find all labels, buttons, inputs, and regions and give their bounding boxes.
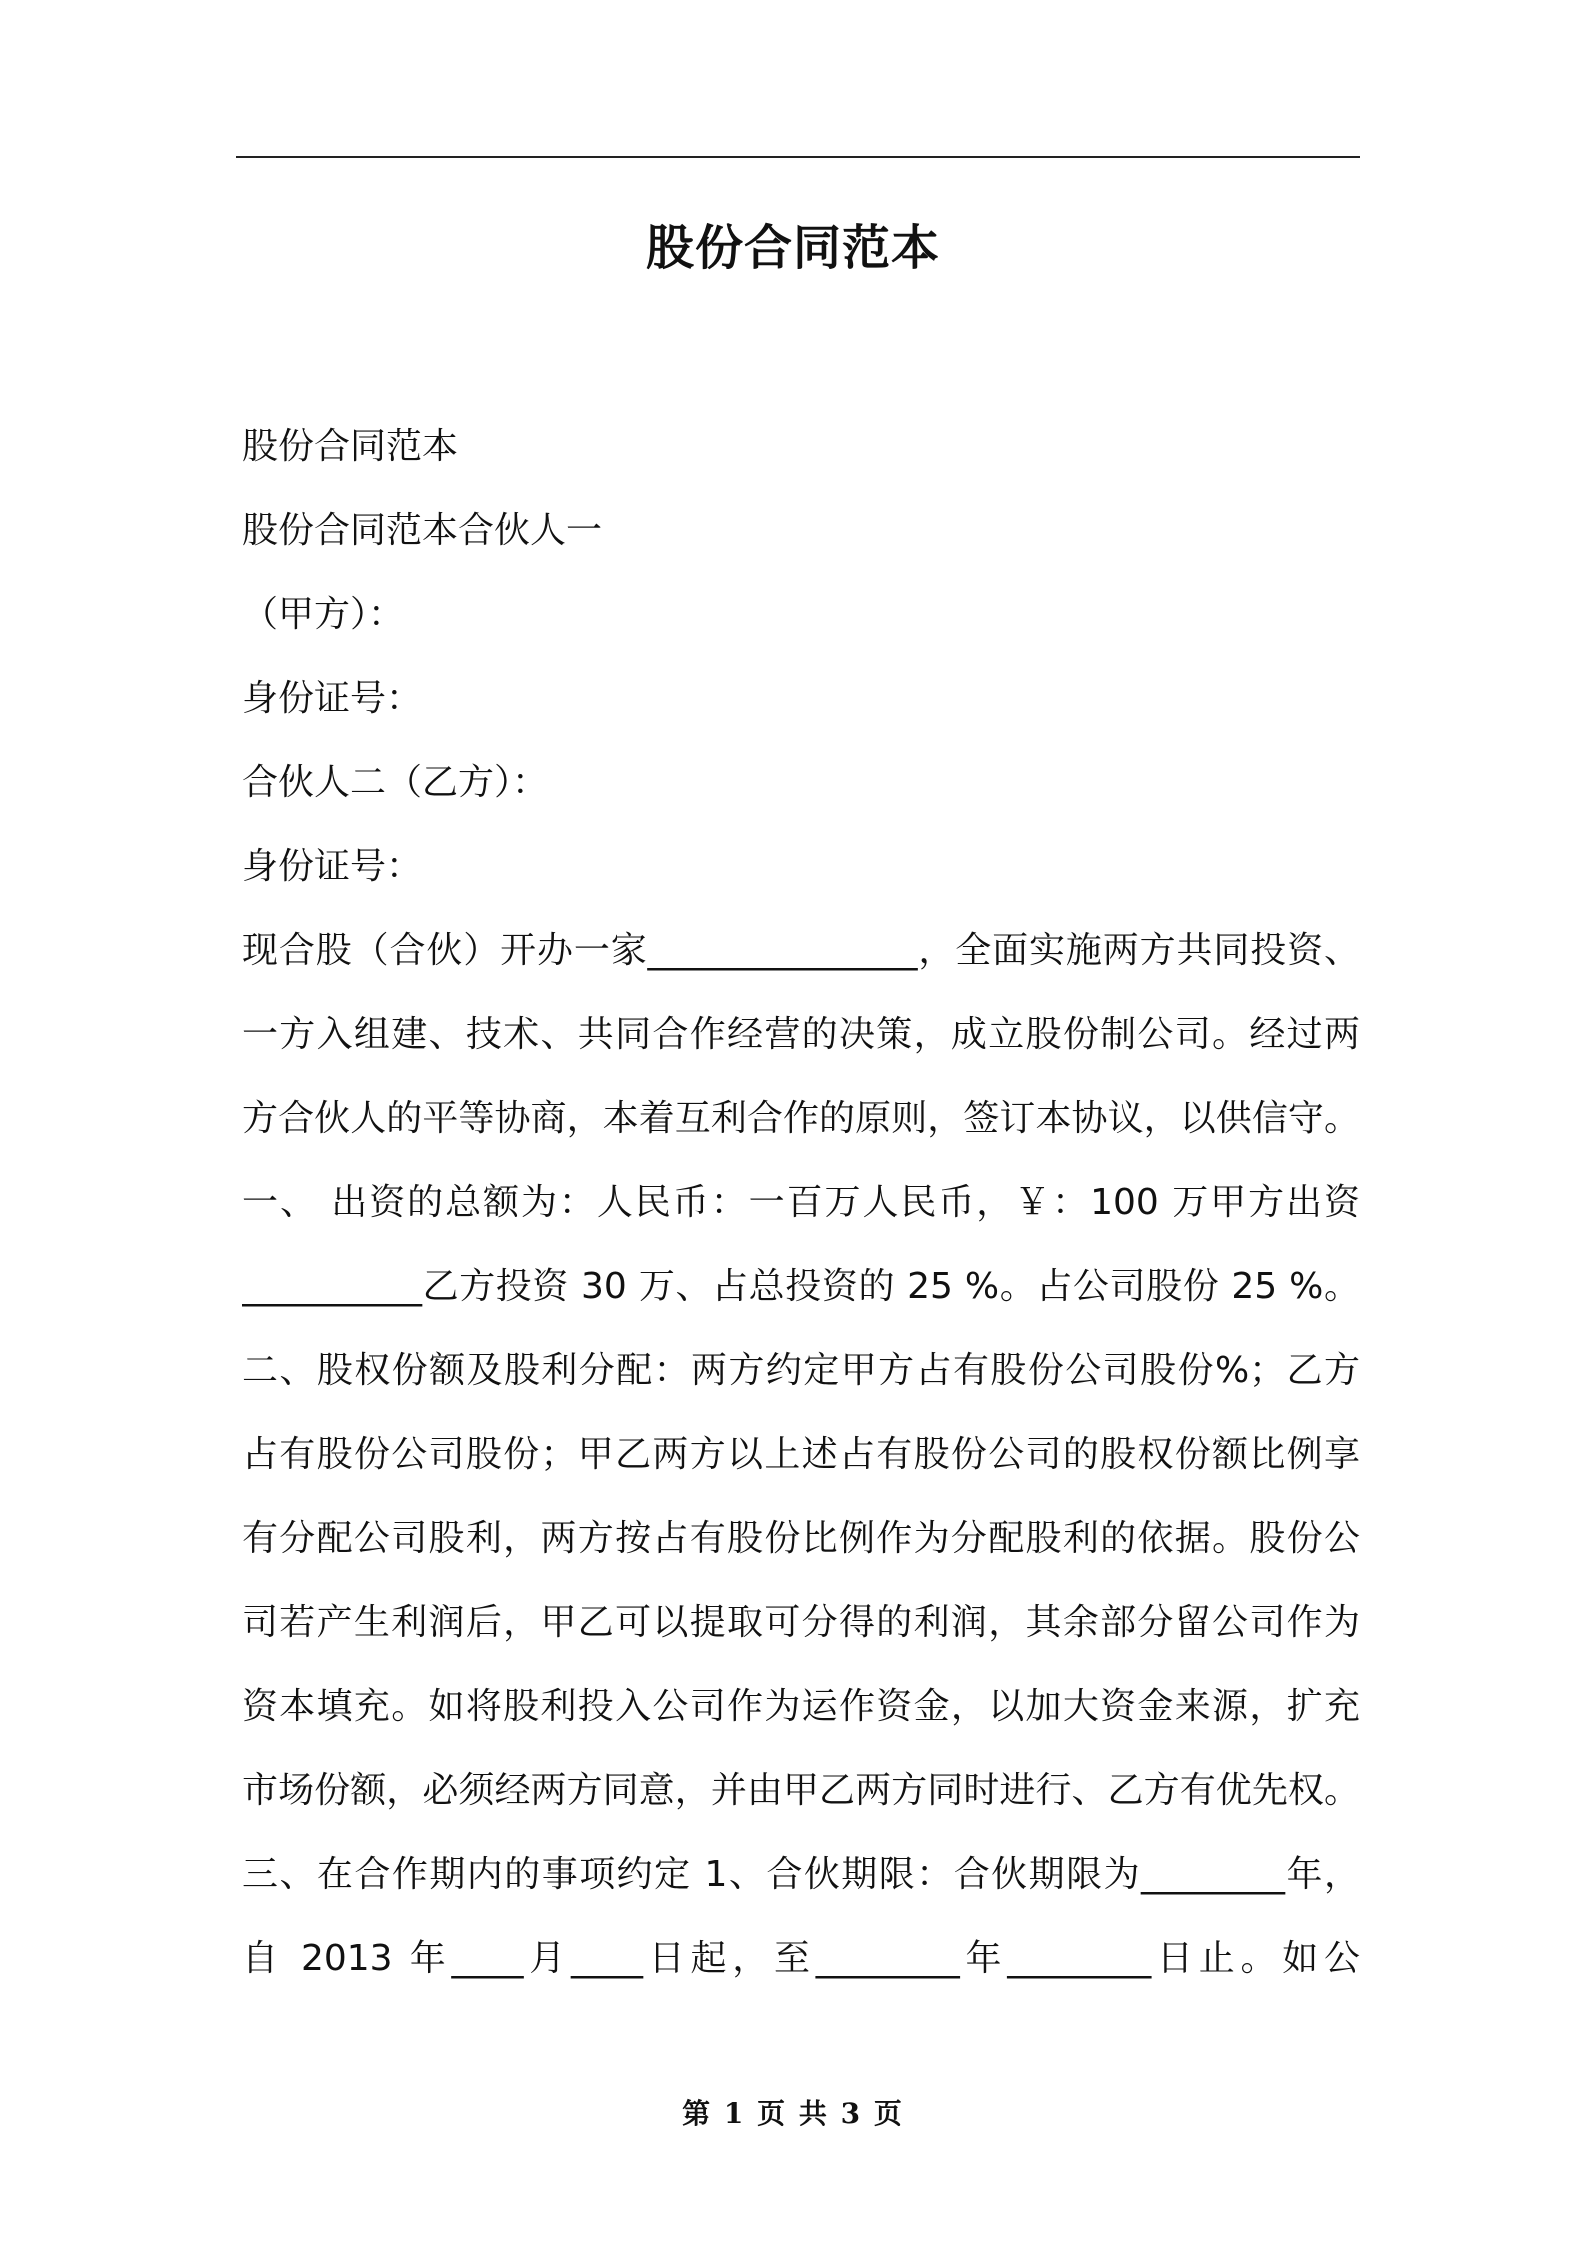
header-rule — [236, 156, 1360, 158]
body-line: 资本填充。如将股利投入公司作为运作资金，以加大资金来源，扩充 — [242, 1686, 1360, 1727]
body-line: __________乙方投资 30 万、占总投资的 25 %。占公司股份 25 %。 — [242, 1266, 1360, 1307]
document-title: 股份合同范本 — [645, 220, 940, 276]
body-line: （甲方）： — [242, 594, 405, 635]
body-line: 一、 出资的总额为：人民币：一百万人民币，￥：100 万甲方出资 — [242, 1182, 1360, 1223]
body-line: 一方入组建、技术、共同合作经营的决策，成立股份制公司。经过两 — [242, 1014, 1360, 1055]
body-line: 三、在合作期内的事项约定 1、合伙期限：合伙期限为________年， — [242, 1854, 1360, 1895]
body-line: 股份合同范本 — [242, 426, 459, 467]
body-line: 自 2013 年____月____日起，至________年________日止。如公 — [242, 1938, 1360, 1979]
body-line: 占有股份公司股份；甲乙两方以上述占有股份公司的股权份额比例享 — [242, 1434, 1360, 1475]
body-line: 身份证号： — [242, 678, 423, 719]
body-line: 二、股权份额及股利分配：两方约定甲方占有股份公司股份%；乙方 — [242, 1350, 1360, 1391]
body-line: 司若产生利润后，甲乙可以提取可分得的利润，其余部分留公司作为 — [242, 1602, 1360, 1643]
body-line: 方合伙人的平等协商，本着互利合作的原则，签订本协议，以供信守。 — [242, 1098, 1360, 1139]
page-footer: 第 1 页 共 3 页 — [682, 2097, 904, 2130]
body-line: 身份证号： — [242, 846, 423, 887]
body-line: 市场份额，必须经两方同意，并由甲乙两方同时进行、乙方有优先权。 — [242, 1770, 1360, 1811]
body-line: 合伙人二（乙方）： — [242, 762, 549, 803]
document-body — [242, 405, 1360, 2001]
body-line: 有分配公司股利，两方按占有股份比例作为分配股利的依据。股份公 — [242, 1518, 1360, 1559]
body-line: 现合股（合伙）开办一家_______________，全面实施两方共同投资、 — [242, 930, 1360, 971]
body-line: 股份合同范本合伙人一 — [242, 510, 603, 551]
